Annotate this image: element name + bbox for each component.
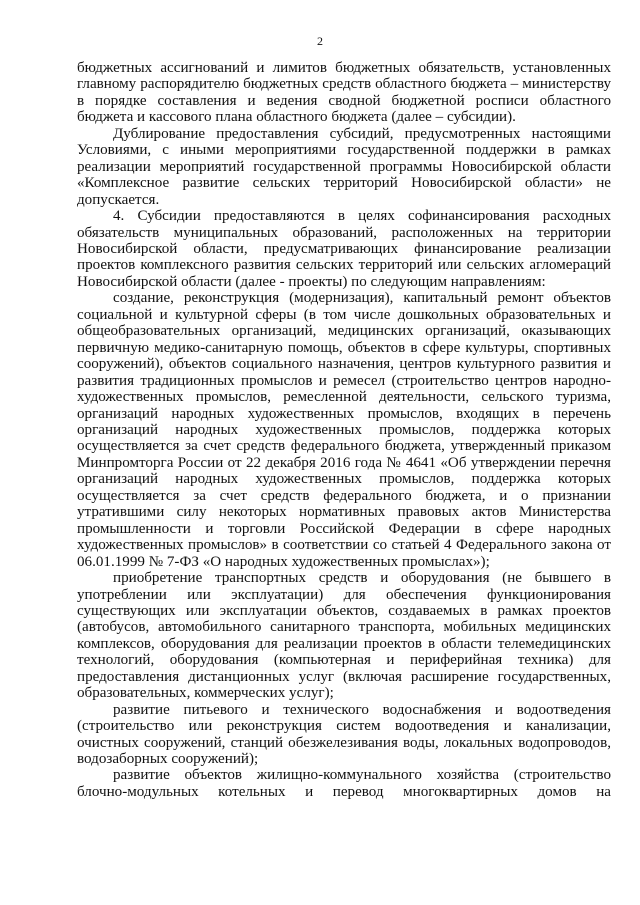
paragraph-housing-direction: развитие объектов жилищно-коммунального хозяйства (строительство блочно-модульных котельных и перевод многоквартирных домов на xyxy=(77,767,611,800)
paragraph-section-4: 4. Субсидии предоставляются в целях софинансирования расходных обязательств муниципальных образований, расположенных на территории Новосибирской области, предусматривающих финансирование реализации проектов комплексного развития сельских территорий или сельских агломераций Новосибирской области (далее - проекты) по следующим направлениям: xyxy=(77,208,611,290)
paragraph-water-supply-direction: развитие питьевого и технического водоснабжения и водоотведения (строительство или реконструкция систем водоотведения и канализации, очистных сооружений, станций обезжелезивания воды, локальных водопроводов, водозаборных сооружений); xyxy=(77,701,611,768)
paragraph-construction-direction: создание, реконструкция (модернизация), капитальный ремонт объектов социальной и культурной сферы (в том числе дошкольных образовательных и общеобразовательных организаций, медицинских организаций, оказывающих первичную медико-санитарную помощь, объектов в сфере культуры, спортивных сооружений), объектов социального назначения, центров культурного развития и развития традиционных промыслов и ремесел (строительство центров народно-художественных промыслов, ремесленной деятельности, сельского туризма, организаций народных художественных промыслов, входящих в перечень организаций народных художественных промыслов, поддержка которых осуществляется за счет средств федерального бюджета, утвержденный приказом Минпромторга России от 22 декабря 2016 года № 4641 «Об утверждении перечня организаций народных художественных промыслов, поддержка которых осуществляется за счет средств федерального бюджета, и о признании утратившими силу некоторых нормативных правовых актов Министерства промышленности и торговли Российской Федерации в сфере народных художественных промыслов» в соответствии со статьей 4 Федерального закона от 06.01.1999 № 7-ФЗ «О народных художественных промыслах»); xyxy=(77,290,611,570)
paragraph-vehicles-direction: приобретение транспортных средств и оборудования (не бывшего в употреблении или эксплуатации) для обеспечения функционирования существующих или эксплуатации объектов, создаваемых в рамках проектов (автобусов, автомобильного санитарного транспорта, мобильных медицинских комплексов, оборудования для реализации проектов в области телемедицинских технологий, оборудования (компьютерная и периферийная техника) для предоставления дистанционных услуг (включая расширение государственных, образовательных, коммерческих услуг); xyxy=(77,570,611,702)
paragraph-continuation: бюджетных ассигнований и лимитов бюджетных обязательств, установленных главному распорядителю бюджетных средств областного бюджета – министерству в порядке составления и ведения сводной бюджетной росписи областного бюджета и кассового плана областного бюджета (далее – субсидии). xyxy=(77,60,611,126)
paragraph-duplication-clause: Дублирование предоставления субсидий, предусмотренных настоящими Условиями, с иными мероприятиями государственной поддержки в рамках реализации мероприятий государственной программы Новосибирской области «Комплексное развитие сельских территорий Новосибирской области» не допускается. xyxy=(77,125,611,208)
page-number: 2 xyxy=(317,34,323,48)
document-body xyxy=(77,60,611,800)
